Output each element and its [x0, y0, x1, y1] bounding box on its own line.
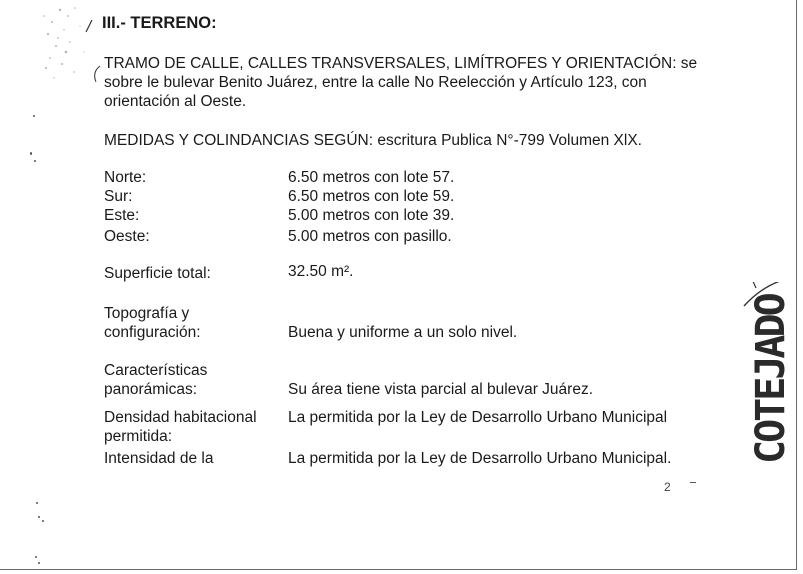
topografia-label-2: configuración: [104, 324, 201, 341]
boundary-label: Este: [104, 207, 140, 224]
scan-speck [690, 482, 696, 483]
boundary-value: 6.50 metros con lote 57. [288, 169, 455, 186]
scan-speck [38, 562, 40, 564]
superficie-label: Superficie total: [104, 265, 211, 282]
scan-speck [34, 160, 36, 162]
densidad-value: La permitida por la Ley de Desarrollo Urbano Municipal [288, 409, 668, 426]
page-mark: 2 [664, 480, 671, 494]
topografia-value: Buena y uniforme a un solo nivel. [288, 324, 518, 341]
boundary-label: Norte: [104, 169, 147, 186]
scan-speck [35, 556, 37, 558]
caracteristicas-value: Su área tiene vista parcial al bulevar Juárez. [288, 381, 593, 398]
intensidad-label-1: Intensidad de la [104, 450, 214, 467]
intensidad-value: La permitida por la Ley de Desarrollo Urbano Municipal. [288, 450, 672, 467]
cotejado-stamp [738, 282, 798, 467]
densidad-label-2: permitida: [104, 428, 173, 445]
boundary-value: 5.00 metros con lote 39. [288, 207, 455, 224]
scan-speck [36, 502, 38, 504]
scan-speck [33, 115, 35, 117]
tramo-line-2: sobre le bulevar Benito Juárez, entre la calle No Reelección y Artículo 123, con [104, 74, 647, 91]
boundary-label: Sur: [104, 188, 133, 205]
caracteristicas-label-2: panorámicas: [104, 381, 198, 398]
topografia-label-1: Topografía y [104, 305, 190, 322]
tramo-line-3: orientación al Oeste. [104, 93, 247, 110]
boundary-value: 6.50 metros con lote 59. [288, 188, 455, 205]
caracteristicas-label-1: Características [104, 362, 208, 379]
boundary-label: Oeste: [104, 228, 150, 245]
superficie-value: 32.50 m². [288, 263, 354, 280]
tramo-line-1: TRAMO DE CALLE, CALLES TRANSVERSALES, LIMÍTROFES Y ORIENTACIÓN: se [104, 55, 698, 72]
medidas-line: MEDIDAS Y COLINDANCIAS SEGÚN: escritura Publica N°-799 Volumen XlX. [104, 132, 642, 149]
stamp-text: COTEJADO [748, 295, 794, 464]
scan-speck [38, 516, 40, 518]
scan-speck [42, 520, 44, 522]
scan-speck [30, 152, 32, 155]
section-heading: III.- TERRENO: [102, 14, 217, 32]
densidad-label-1: Densidad habitacional [104, 409, 257, 426]
boundary-value: 5.00 metros con pasillo. [288, 228, 452, 245]
